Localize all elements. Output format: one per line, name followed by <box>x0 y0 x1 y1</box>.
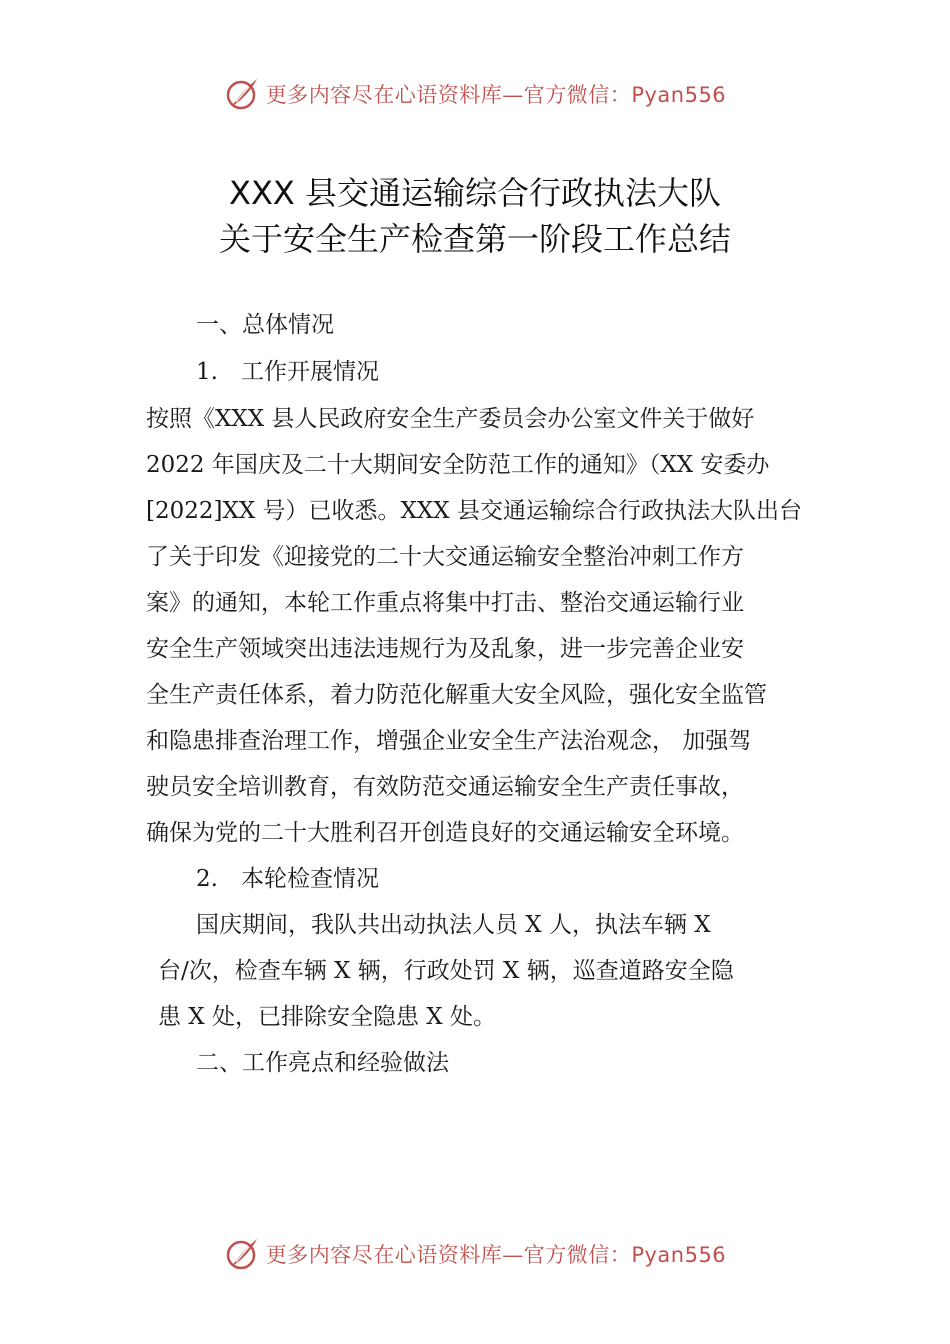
document-title-line-1: XXX 县交通运输综合行政执法大队 <box>229 174 721 212</box>
watermark-header <box>0 74 950 114</box>
paragraph-line: 案》的通知，本轮工作重点将集中打击、整治交通运输行业 <box>146 590 744 616</box>
paragraph-line: 按照《XXX 县人民政府安全生产委员会办公室文件关于做好 <box>146 406 755 432</box>
paragraph-line: 国庆期间，我队共出动执法人员 X 人，执法车辆 X <box>196 912 711 938</box>
subsection-1-2-heading: 2. 本轮检查情况 <box>196 866 379 892</box>
document-title-line-2: 关于安全生产检查第一阶段工作总结 <box>218 220 731 258</box>
section-1-heading: 一、总体情况 <box>196 312 334 338</box>
watermark-text: 更多内容尽在心语资料库—官方微信：Pyan556 <box>265 83 727 107</box>
paragraph-line: 全生产责任体系，着力防范化解重大安全风险，强化安全监管 <box>146 682 767 708</box>
paragraph-line: [2022]XX 号）已收悉。XXX 县交通运输综合行政执法大队出台 <box>146 498 802 524</box>
quill-logo-icon <box>224 1236 260 1272</box>
paragraph-line: 确保为党的二十大胜利召开创造良好的交通运输安全环境。 <box>146 820 744 846</box>
watermark-text: 更多内容尽在心语资料库—官方微信：Pyan556 <box>265 1243 727 1267</box>
paragraph-line: 患 X 处，已排除安全隐患 X 处。 <box>158 1004 496 1030</box>
paragraph-line: 驶员安全培训教育，有效防范交通运输安全生产责任事故， <box>146 774 744 800</box>
subsection-1-1-heading: 1. 工作开展情况 <box>196 359 379 385</box>
paragraph-line: 了关于印发《迎接党的二十大交通运输安全整治冲刺工作方 <box>146 544 744 570</box>
watermark-footer <box>0 1234 950 1274</box>
paragraph-line: 台/次，检查车辆 X 辆，行政处罚 X 辆，巡查道路安全隐 <box>158 958 734 984</box>
section-2-heading: 二、工作亮点和经验做法 <box>196 1050 449 1076</box>
quill-logo-icon <box>224 76 260 112</box>
paragraph-line: 和隐患排查治理工作，增强企业安全生产法治观念， 加强驾 <box>146 728 752 754</box>
paragraph-line: 2022 年国庆及二十大期间安全防范工作的通知》（XX 安委办 <box>146 452 770 478</box>
paragraph-line: 安全生产领域突出违法违规行为及乱象，进一步完善企业安 <box>146 636 744 662</box>
